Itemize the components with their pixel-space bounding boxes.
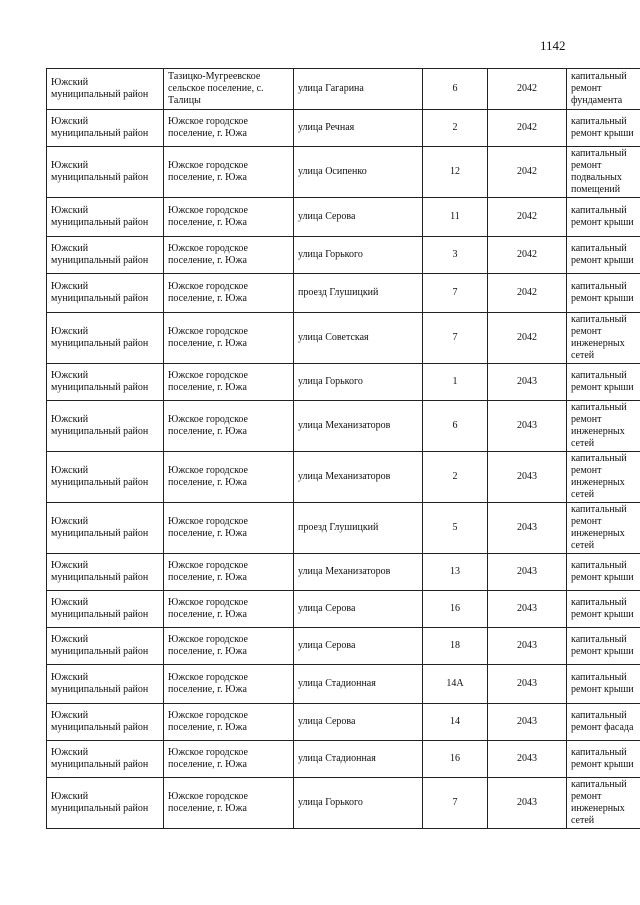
settlement-cell: Южское городское поселение, г. Южа: [164, 364, 294, 401]
year-cell: 2043: [488, 401, 567, 452]
street-cell: проезд Глушицкий: [294, 503, 423, 554]
house-number-cell: 14: [423, 704, 488, 741]
street-cell: улица Горького: [294, 364, 423, 401]
table-row: [47, 147, 640, 198]
district-cell: Южский муниципальный район: [47, 198, 164, 237]
house-number-cell: 3: [423, 237, 488, 274]
repair-schedule-table: [46, 68, 640, 829]
work-type-cell: капитальный ремонт крыши: [567, 628, 640, 665]
table-row: [47, 778, 640, 829]
settlement-cell: Южское городское поселение, г. Южа: [164, 778, 294, 829]
settlement-cell: Южское городское поселение, г. Южа: [164, 591, 294, 628]
house-number-cell: 7: [423, 778, 488, 829]
work-type-cell: капитальный ремонт крыши: [567, 237, 640, 274]
street-cell: улица Серова: [294, 704, 423, 741]
street-cell: улица Механизаторов: [294, 452, 423, 503]
district-cell: Южский муниципальный район: [47, 401, 164, 452]
year-cell: 2043: [488, 364, 567, 401]
table-row: [47, 503, 640, 554]
year-cell: 2043: [488, 665, 567, 704]
year-cell: 2042: [488, 198, 567, 237]
house-number-cell: 6: [423, 69, 488, 110]
settlement-cell: Южское городское поселение, г. Южа: [164, 628, 294, 665]
work-type-cell: капитальный ремонт инженерных сетей: [567, 503, 640, 554]
street-cell: улица Гагарина: [294, 69, 423, 110]
year-cell: 2043: [488, 778, 567, 829]
settlement-cell: Южское городское поселение, г. Южа: [164, 237, 294, 274]
settlement-cell: Южское городское поселение, г. Южа: [164, 313, 294, 364]
house-number-cell: 7: [423, 274, 488, 313]
house-number-cell: 14А: [423, 665, 488, 704]
settlement-cell: Южское городское поселение, г. Южа: [164, 741, 294, 778]
year-cell: 2042: [488, 110, 567, 147]
house-number-cell: 13: [423, 554, 488, 591]
street-cell: улица Стадионная: [294, 665, 423, 704]
street-cell: проезд Глушицкий: [294, 274, 423, 313]
district-cell: Южский муниципальный район: [47, 591, 164, 628]
work-type-cell: капитальный ремонт инженерных сетей: [567, 452, 640, 503]
work-type-cell: капитальный ремонт крыши: [567, 665, 640, 704]
year-cell: 2043: [488, 554, 567, 591]
table-row: [47, 69, 640, 110]
year-cell: 2043: [488, 591, 567, 628]
district-cell: Южский муниципальный район: [47, 274, 164, 313]
settlement-cell: Южское городское поселение, г. Южа: [164, 452, 294, 503]
table-row: [47, 401, 640, 452]
district-cell: Южский муниципальный район: [47, 147, 164, 198]
district-cell: Южский муниципальный район: [47, 554, 164, 591]
year-cell: 2043: [488, 741, 567, 778]
house-number-cell: 12: [423, 147, 488, 198]
table-row: [47, 452, 640, 503]
year-cell: 2043: [488, 704, 567, 741]
table-row: [47, 591, 640, 628]
street-cell: улица Горького: [294, 778, 423, 829]
table-row: [47, 110, 640, 147]
year-cell: 2043: [488, 503, 567, 554]
house-number-cell: 16: [423, 741, 488, 778]
street-cell: улица Советская: [294, 313, 423, 364]
house-number-cell: 11: [423, 198, 488, 237]
settlement-cell: Южское городское поселение, г. Южа: [164, 554, 294, 591]
work-type-cell: капитальный ремонт крыши: [567, 110, 640, 147]
table-row: [47, 313, 640, 364]
district-cell: Южский муниципальный район: [47, 503, 164, 554]
table-row: [47, 237, 640, 274]
table-row: [47, 364, 640, 401]
district-cell: Южский муниципальный район: [47, 237, 164, 274]
street-cell: улица Речная: [294, 110, 423, 147]
district-cell: Южский муниципальный район: [47, 110, 164, 147]
work-type-cell: капитальный ремонт инженерных сетей: [567, 778, 640, 829]
settlement-cell: Южское городское поселение, г. Южа: [164, 147, 294, 198]
district-cell: Южский муниципальный район: [47, 452, 164, 503]
district-cell: Южский муниципальный район: [47, 778, 164, 829]
house-number-cell: 18: [423, 628, 488, 665]
work-type-cell: капитальный ремонт крыши: [567, 554, 640, 591]
house-number-cell: 5: [423, 503, 488, 554]
work-type-cell: капитальный ремонт инженерных сетей: [567, 401, 640, 452]
settlement-cell: Южское городское поселение, г. Южа: [164, 665, 294, 704]
year-cell: 2042: [488, 237, 567, 274]
work-type-cell: капитальный ремонт крыши: [567, 274, 640, 313]
district-cell: Южский муниципальный район: [47, 628, 164, 665]
settlement-cell: Южское городское поселение, г. Южа: [164, 274, 294, 313]
work-type-cell: капитальный ремонт подвальных помещений: [567, 147, 640, 198]
settlement-cell: Южское городское поселение, г. Южа: [164, 704, 294, 741]
work-type-cell: капитальный ремонт инженерных сетей: [567, 313, 640, 364]
district-cell: Южский муниципальный район: [47, 313, 164, 364]
settlement-cell: Тазицко-Мугреевское сельское поселение, с. Талицы: [164, 69, 294, 110]
street-cell: улица Серова: [294, 628, 423, 665]
table-row: [47, 741, 640, 778]
work-type-cell: капитальный ремонт фундамента: [567, 69, 640, 110]
year-cell: 2043: [488, 628, 567, 665]
house-number-cell: 1: [423, 364, 488, 401]
house-number-cell: 16: [423, 591, 488, 628]
table-row: [47, 198, 640, 237]
street-cell: улица Серова: [294, 591, 423, 628]
district-cell: Южский муниципальный район: [47, 364, 164, 401]
year-cell: 2042: [488, 274, 567, 313]
work-type-cell: капитальный ремонт крыши: [567, 741, 640, 778]
district-cell: Южский муниципальный район: [47, 665, 164, 704]
work-type-cell: капитальный ремонт крыши: [567, 364, 640, 401]
district-cell: Южский муниципальный район: [47, 704, 164, 741]
street-cell: улица Горького: [294, 237, 423, 274]
table-row: [47, 628, 640, 665]
year-cell: 2043: [488, 452, 567, 503]
street-cell: улица Стадионная: [294, 741, 423, 778]
house-number-cell: 6: [423, 401, 488, 452]
table-row: [47, 554, 640, 591]
year-cell: 2042: [488, 69, 567, 110]
district-cell: Южский муниципальный район: [47, 69, 164, 110]
work-type-cell: капитальный ремонт фасада: [567, 704, 640, 741]
table-row: [47, 274, 640, 313]
house-number-cell: 2: [423, 110, 488, 147]
settlement-cell: Южское городское поселение, г. Южа: [164, 503, 294, 554]
settlement-cell: Южское городское поселение, г. Южа: [164, 198, 294, 237]
district-cell: Южский муниципальный район: [47, 741, 164, 778]
work-type-cell: капитальный ремонт крыши: [567, 591, 640, 628]
house-number-cell: 7: [423, 313, 488, 364]
settlement-cell: Южское городское поселение, г. Южа: [164, 401, 294, 452]
street-cell: улица Механизаторов: [294, 554, 423, 591]
work-type-cell: капитальный ремонт крыши: [567, 198, 640, 237]
house-number-cell: 2: [423, 452, 488, 503]
settlement-cell: Южское городское поселение, г. Южа: [164, 110, 294, 147]
year-cell: 2042: [488, 147, 567, 198]
table-row: [47, 704, 640, 741]
street-cell: улица Серова: [294, 198, 423, 237]
year-cell: 2042: [488, 313, 567, 364]
street-cell: улица Механизаторов: [294, 401, 423, 452]
table-row: [47, 665, 640, 704]
page-number: 1142: [540, 38, 566, 53]
street-cell: улица Осипенко: [294, 147, 423, 198]
